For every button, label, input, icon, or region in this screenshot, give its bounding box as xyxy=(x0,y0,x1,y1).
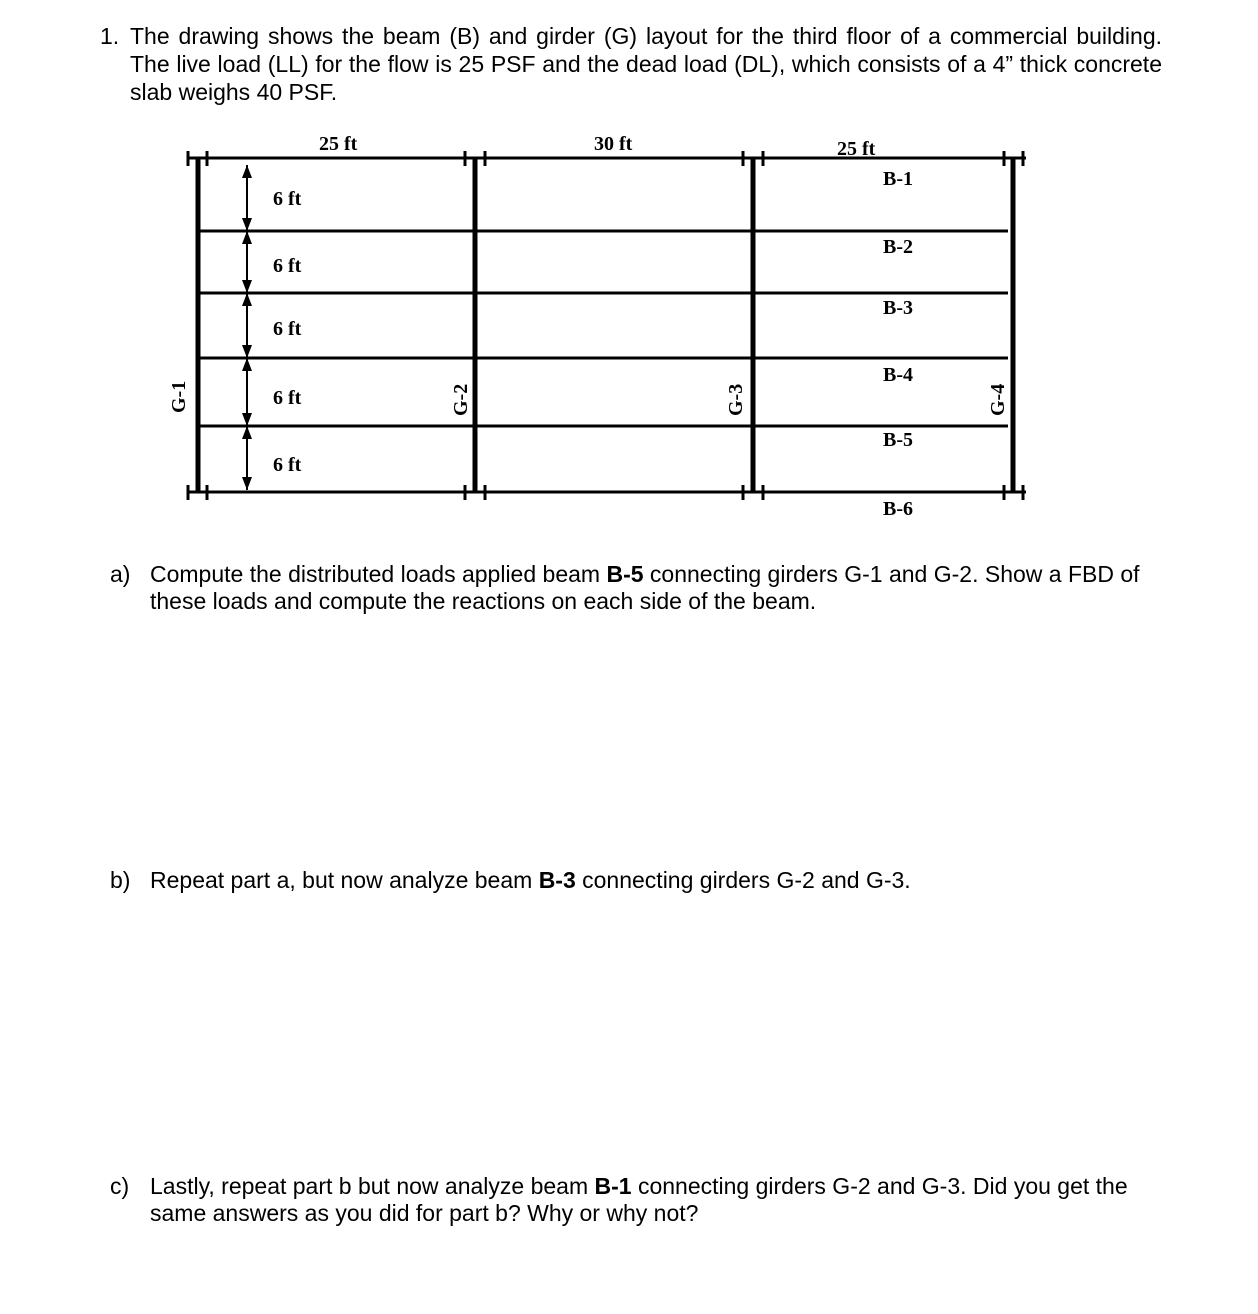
girder-label-g1: G-1 xyxy=(168,380,190,413)
girder-label-g4: G-4 xyxy=(987,383,1009,416)
spacing-label-3: 6 ft xyxy=(273,318,302,340)
problem-text: The drawing shows the beam (B) and girder (G) layout for the third floor of a commercial building. The live load (LL) for the flow is 25 PSF and the dead load (DL), which consists of a 4” thick concrete slab weighs 40 PSF. xyxy=(130,23,1162,105)
part-b xyxy=(110,867,1165,894)
part-c-text-pre: Lastly, repeat part b but now analyze beam xyxy=(150,1173,595,1199)
beams xyxy=(188,158,1026,492)
part-a-label: a) xyxy=(110,561,131,587)
beam-label-b5: B-5 xyxy=(883,429,913,451)
beam-label-b1: B-1 xyxy=(883,168,913,190)
beam-label-b6: B-6 xyxy=(883,498,913,520)
girders xyxy=(198,158,1013,492)
part-c xyxy=(110,1173,1165,1227)
connection-ticks xyxy=(188,151,1023,500)
spacing-label-5: 6 ft xyxy=(273,454,302,476)
part-a-beam-id: B-5 xyxy=(606,561,644,587)
part-c-text-post: connecting girders G-2 and G-3. Did you get the same answers as you did for part b? Why or why not? xyxy=(150,1173,1128,1226)
spacing-label-2: 6 ft xyxy=(273,255,302,277)
spacing-label-4: 6 ft xyxy=(273,387,302,409)
part-a-text xyxy=(150,561,1165,615)
part-b-text-pre: Repeat part a, but now analyze beam xyxy=(150,867,539,893)
problem-number: 1. xyxy=(100,23,120,49)
span-label-2: 30 ft xyxy=(594,133,633,155)
beam-label-b3: B-3 xyxy=(883,297,913,319)
part-a-text-pre: Compute the distributed loads applied beam xyxy=(150,561,607,587)
beam-label-b4: B-4 xyxy=(883,364,913,386)
part-b-label: b) xyxy=(110,867,131,893)
problem-statement xyxy=(100,22,1162,106)
span-label-1: 25 ft xyxy=(319,133,358,155)
girder-label-g2: G-2 xyxy=(450,383,472,416)
part-c-beam-id: B-1 xyxy=(594,1173,632,1199)
part-b-beam-id: B-3 xyxy=(538,867,576,893)
part-b-text-post: connecting girders G-2 and G-3. xyxy=(575,867,911,893)
girder-label-g3: G-3 xyxy=(725,383,747,416)
part-c-label: c) xyxy=(110,1173,130,1199)
part-c-text xyxy=(150,1173,1165,1227)
part-a xyxy=(110,561,1165,615)
beam-label-b2: B-2 xyxy=(883,236,913,258)
spacing-label-1: 6 ft xyxy=(273,188,302,210)
part-b-text xyxy=(150,867,1165,894)
part-a-text-post: connecting girders G-1 and G-2. Show a FBD of these loads and compute the reactions on each side of the beam. xyxy=(150,561,1140,614)
span-label-3: 25 ft xyxy=(837,138,876,160)
spacing-dimension-line xyxy=(242,165,252,490)
